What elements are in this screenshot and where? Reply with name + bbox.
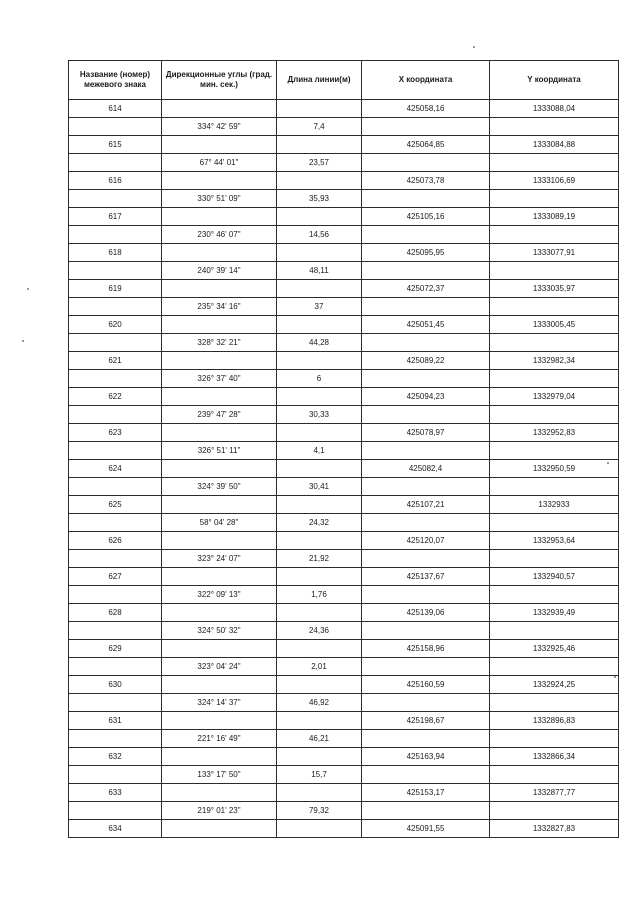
table-row — [69, 262, 619, 280]
cell-y-coordinate — [490, 550, 619, 568]
cell-line-length — [277, 712, 362, 730]
cell-direction-angle — [162, 496, 277, 514]
table-row — [69, 478, 619, 496]
cell-x-coordinate — [362, 154, 490, 172]
table-row — [69, 334, 619, 352]
cell-direction-angle: 328° 32' 21" — [162, 334, 277, 352]
scan-speck — [607, 462, 609, 464]
table-row — [69, 190, 619, 208]
cell-y-coordinate: 1333084,88 — [490, 136, 619, 154]
cell-y-coordinate: 1332950,59 — [490, 460, 619, 478]
cell-y-coordinate: 1332979,04 — [490, 388, 619, 406]
cell-direction-angle: 334° 42' 59" — [162, 118, 277, 136]
table-row — [69, 532, 619, 550]
cell-direction-angle: 221° 16' 49" — [162, 730, 277, 748]
scan-speck — [22, 340, 24, 342]
table-row — [69, 406, 619, 424]
cell-y-coordinate — [490, 190, 619, 208]
cell-line-length — [277, 496, 362, 514]
cell-x-coordinate — [362, 406, 490, 424]
cell-line-length — [277, 136, 362, 154]
cell-x-coordinate: 425064,85 — [362, 136, 490, 154]
cell-sign-name — [69, 370, 162, 388]
cell-y-coordinate: 1332925,46 — [490, 640, 619, 658]
table-row — [69, 244, 619, 262]
cell-line-length — [277, 388, 362, 406]
cell-x-coordinate: 425082,4 — [362, 460, 490, 478]
table-row — [69, 604, 619, 622]
cell-sign-name: 631 — [69, 712, 162, 730]
cell-x-coordinate: 425073,78 — [362, 172, 490, 190]
cell-direction-angle: 323° 04' 24" — [162, 658, 277, 676]
cell-line-length: 46,92 — [277, 694, 362, 712]
cell-line-length: 14,56 — [277, 226, 362, 244]
cell-y-coordinate — [490, 334, 619, 352]
cell-sign-name — [69, 226, 162, 244]
cell-line-length: 48,11 — [277, 262, 362, 280]
cell-y-coordinate: 1332877,77 — [490, 784, 619, 802]
cell-x-coordinate — [362, 262, 490, 280]
cell-sign-name: 616 — [69, 172, 162, 190]
cell-y-coordinate: 1332896,83 — [490, 712, 619, 730]
cell-direction-angle — [162, 568, 277, 586]
cell-y-coordinate: 1333089,19 — [490, 208, 619, 226]
cell-line-length — [277, 676, 362, 694]
cell-line-length — [277, 820, 362, 838]
cell-line-length — [277, 784, 362, 802]
cell-direction-angle — [162, 676, 277, 694]
cell-x-coordinate: 425120,07 — [362, 532, 490, 550]
table-row — [69, 640, 619, 658]
cell-x-coordinate: 425158,96 — [362, 640, 490, 658]
cell-direction-angle — [162, 136, 277, 154]
cell-y-coordinate: 1333035,97 — [490, 280, 619, 298]
header-line-length: Длина линии(м) — [277, 61, 362, 100]
cell-y-coordinate — [490, 766, 619, 784]
scan-speck — [614, 676, 616, 678]
cell-direction-angle: 240° 39' 14" — [162, 262, 277, 280]
cell-direction-angle — [162, 784, 277, 802]
scan-speck — [473, 46, 475, 48]
table-row — [69, 496, 619, 514]
cell-x-coordinate: 425137,67 — [362, 568, 490, 586]
cell-line-length — [277, 172, 362, 190]
cell-sign-name — [69, 658, 162, 676]
cell-y-coordinate — [490, 406, 619, 424]
cell-sign-name — [69, 190, 162, 208]
table-row — [69, 550, 619, 568]
cell-direction-angle — [162, 748, 277, 766]
cell-line-length: 35,93 — [277, 190, 362, 208]
cell-direction-angle: 219° 01' 23" — [162, 802, 277, 820]
cell-x-coordinate: 425051,45 — [362, 316, 490, 334]
cell-line-length: 24,36 — [277, 622, 362, 640]
cell-direction-angle: 235° 34' 16" — [162, 298, 277, 316]
cell-direction-angle: 323° 24' 07" — [162, 550, 277, 568]
cell-y-coordinate — [490, 802, 619, 820]
cell-sign-name: 623 — [69, 424, 162, 442]
cell-sign-name — [69, 262, 162, 280]
cell-direction-angle: 133° 17' 50" — [162, 766, 277, 784]
cell-line-length: 23,57 — [277, 154, 362, 172]
cell-y-coordinate: 1332940,57 — [490, 568, 619, 586]
cell-y-coordinate: 1332827,83 — [490, 820, 619, 838]
cell-sign-name: 629 — [69, 640, 162, 658]
cell-direction-angle — [162, 172, 277, 190]
cell-y-coordinate: 1333077,91 — [490, 244, 619, 262]
table-row — [69, 226, 619, 244]
table-row — [69, 766, 619, 784]
cell-y-coordinate: 1332953,64 — [490, 532, 619, 550]
table-header-row — [69, 61, 619, 100]
cell-line-length — [277, 100, 362, 118]
cell-x-coordinate — [362, 442, 490, 460]
cell-direction-angle — [162, 208, 277, 226]
cell-sign-name: 627 — [69, 568, 162, 586]
cell-x-coordinate: 425072,37 — [362, 280, 490, 298]
cell-direction-angle — [162, 604, 277, 622]
cell-x-coordinate: 425139,06 — [362, 604, 490, 622]
table-row — [69, 784, 619, 802]
cell-direction-angle — [162, 316, 277, 334]
cell-sign-name — [69, 694, 162, 712]
header-y-coordinate: Y координата — [490, 61, 619, 100]
cell-x-coordinate — [362, 118, 490, 136]
cell-y-coordinate — [490, 154, 619, 172]
cell-line-length: 46,21 — [277, 730, 362, 748]
cell-direction-angle — [162, 712, 277, 730]
table-row — [69, 172, 619, 190]
cell-line-length: 4,1 — [277, 442, 362, 460]
cell-direction-angle — [162, 280, 277, 298]
cell-x-coordinate — [362, 334, 490, 352]
cell-sign-name: 630 — [69, 676, 162, 694]
cell-sign-name — [69, 154, 162, 172]
cell-x-coordinate — [362, 298, 490, 316]
cell-line-length: 2,01 — [277, 658, 362, 676]
cell-direction-angle — [162, 388, 277, 406]
cell-x-coordinate: 425163,94 — [362, 748, 490, 766]
table-row — [69, 730, 619, 748]
cell-direction-angle: 326° 51' 11" — [162, 442, 277, 460]
cell-sign-name — [69, 118, 162, 136]
cell-sign-name: 619 — [69, 280, 162, 298]
cell-y-coordinate — [490, 442, 619, 460]
cell-line-length: 1,76 — [277, 586, 362, 604]
cell-sign-name: 626 — [69, 532, 162, 550]
table-row — [69, 298, 619, 316]
cell-x-coordinate — [362, 370, 490, 388]
table-row — [69, 316, 619, 334]
cell-y-coordinate — [490, 478, 619, 496]
cell-sign-name: 622 — [69, 388, 162, 406]
cell-sign-name: 615 — [69, 136, 162, 154]
cell-line-length — [277, 352, 362, 370]
cell-y-coordinate — [490, 226, 619, 244]
cell-direction-angle — [162, 640, 277, 658]
cell-sign-name: 633 — [69, 784, 162, 802]
cell-sign-name — [69, 730, 162, 748]
table-row — [69, 712, 619, 730]
table-row — [69, 658, 619, 676]
header-direction-angle: Дирекционные углы (град. мин. сек.) — [162, 61, 277, 100]
cell-x-coordinate: 425089,22 — [362, 352, 490, 370]
header-sign-name: Название (номер) межевого знака — [69, 61, 162, 100]
cell-line-length — [277, 424, 362, 442]
cell-direction-angle: 322° 09' 13" — [162, 586, 277, 604]
table-row — [69, 118, 619, 136]
cell-y-coordinate — [490, 586, 619, 604]
cell-direction-angle: 330° 51' 09" — [162, 190, 277, 208]
cell-direction-angle — [162, 352, 277, 370]
cell-direction-angle — [162, 820, 277, 838]
cell-sign-name: 618 — [69, 244, 162, 262]
cell-sign-name: 620 — [69, 316, 162, 334]
cell-direction-angle: 326° 37' 40" — [162, 370, 277, 388]
cell-x-coordinate — [362, 766, 490, 784]
table-row — [69, 154, 619, 172]
table-body — [69, 100, 619, 838]
cell-sign-name — [69, 442, 162, 460]
cell-y-coordinate: 1332939,49 — [490, 604, 619, 622]
table-row — [69, 568, 619, 586]
cell-sign-name: 634 — [69, 820, 162, 838]
cell-sign-name: 624 — [69, 460, 162, 478]
cell-y-coordinate — [490, 658, 619, 676]
cell-line-length — [277, 532, 362, 550]
cell-direction-angle: 58° 04' 28" — [162, 514, 277, 532]
cell-y-coordinate — [490, 514, 619, 532]
cell-direction-angle — [162, 244, 277, 262]
table-row — [69, 352, 619, 370]
scan-speck — [27, 288, 29, 290]
cell-x-coordinate — [362, 226, 490, 244]
table-row — [69, 460, 619, 478]
cell-sign-name — [69, 586, 162, 604]
cell-direction-angle: 67° 44' 01" — [162, 154, 277, 172]
cell-line-length: 37 — [277, 298, 362, 316]
cell-sign-name — [69, 478, 162, 496]
cell-x-coordinate: 425094,23 — [362, 388, 490, 406]
table-row — [69, 586, 619, 604]
cell-y-coordinate: 1333005,45 — [490, 316, 619, 334]
cell-line-length — [277, 640, 362, 658]
table-row — [69, 424, 619, 442]
cell-y-coordinate — [490, 370, 619, 388]
table-row — [69, 514, 619, 532]
cell-direction-angle — [162, 424, 277, 442]
cell-direction-angle: 324° 50' 32" — [162, 622, 277, 640]
cell-sign-name: 617 — [69, 208, 162, 226]
cell-x-coordinate: 425058,16 — [362, 100, 490, 118]
cell-sign-name — [69, 550, 162, 568]
cell-y-coordinate: 1333088,04 — [490, 100, 619, 118]
cell-line-length — [277, 244, 362, 262]
cell-x-coordinate: 425107,21 — [362, 496, 490, 514]
cell-x-coordinate: 425078,97 — [362, 424, 490, 442]
cell-line-length — [277, 604, 362, 622]
table-row — [69, 100, 619, 118]
cell-direction-angle: 324° 14' 37" — [162, 694, 277, 712]
cell-x-coordinate: 425095,95 — [362, 244, 490, 262]
cell-line-length: 24,32 — [277, 514, 362, 532]
cell-direction-angle: 324° 39' 50" — [162, 478, 277, 496]
cell-y-coordinate: 1332866,34 — [490, 748, 619, 766]
cell-direction-angle — [162, 460, 277, 478]
cell-x-coordinate: 425153,17 — [362, 784, 490, 802]
table-row — [69, 208, 619, 226]
cell-line-length — [277, 748, 362, 766]
cell-sign-name — [69, 622, 162, 640]
cell-line-length: 6 — [277, 370, 362, 388]
table-row — [69, 388, 619, 406]
cell-y-coordinate: 1332924,25 — [490, 676, 619, 694]
cell-x-coordinate — [362, 190, 490, 208]
table-row — [69, 676, 619, 694]
cell-line-length — [277, 208, 362, 226]
cell-sign-name: 632 — [69, 748, 162, 766]
cell-sign-name — [69, 802, 162, 820]
table-row — [69, 136, 619, 154]
cell-line-length — [277, 280, 362, 298]
cell-sign-name — [69, 298, 162, 316]
table-row — [69, 694, 619, 712]
cell-line-length: 30,33 — [277, 406, 362, 424]
cell-line-length — [277, 316, 362, 334]
cell-x-coordinate — [362, 550, 490, 568]
cell-x-coordinate — [362, 514, 490, 532]
cell-x-coordinate — [362, 802, 490, 820]
cell-sign-name: 614 — [69, 100, 162, 118]
cell-y-coordinate: 1333106,69 — [490, 172, 619, 190]
cell-y-coordinate — [490, 730, 619, 748]
cell-y-coordinate — [490, 262, 619, 280]
cell-y-coordinate: 1332933 — [490, 496, 619, 514]
cell-direction-angle: 230° 46' 07" — [162, 226, 277, 244]
table-row — [69, 748, 619, 766]
cell-x-coordinate — [362, 622, 490, 640]
cell-sign-name — [69, 514, 162, 532]
table-row — [69, 622, 619, 640]
cell-x-coordinate — [362, 730, 490, 748]
cell-sign-name: 621 — [69, 352, 162, 370]
cell-sign-name: 625 — [69, 496, 162, 514]
cell-line-length: 79,32 — [277, 802, 362, 820]
cell-direction-angle — [162, 100, 277, 118]
cell-y-coordinate: 1332982,34 — [490, 352, 619, 370]
table-row — [69, 442, 619, 460]
cell-sign-name — [69, 334, 162, 352]
cell-x-coordinate — [362, 658, 490, 676]
cell-y-coordinate — [490, 118, 619, 136]
cell-x-coordinate: 425198,67 — [362, 712, 490, 730]
cell-line-length: 44,28 — [277, 334, 362, 352]
table-row — [69, 802, 619, 820]
cell-direction-angle — [162, 532, 277, 550]
cell-y-coordinate — [490, 694, 619, 712]
coordinates-table — [68, 60, 619, 838]
cell-y-coordinate — [490, 298, 619, 316]
cell-line-length: 15,7 — [277, 766, 362, 784]
cell-x-coordinate — [362, 694, 490, 712]
cell-x-coordinate: 425160,59 — [362, 676, 490, 694]
cell-line-length: 30,41 — [277, 478, 362, 496]
cell-sign-name: 628 — [69, 604, 162, 622]
cell-y-coordinate — [490, 622, 619, 640]
cell-x-coordinate: 425091,55 — [362, 820, 490, 838]
cell-line-length: 21,92 — [277, 550, 362, 568]
table-row — [69, 820, 619, 838]
table-row — [69, 280, 619, 298]
cell-line-length — [277, 460, 362, 478]
table-row — [69, 370, 619, 388]
cell-direction-angle: 239° 47' 28" — [162, 406, 277, 424]
cell-sign-name — [69, 766, 162, 784]
cell-line-length: 7,4 — [277, 118, 362, 136]
cell-sign-name — [69, 406, 162, 424]
cell-y-coordinate: 1332952,83 — [490, 424, 619, 442]
header-x-coordinate: X координата — [362, 61, 490, 100]
cell-x-coordinate: 425105,16 — [362, 208, 490, 226]
cell-x-coordinate — [362, 478, 490, 496]
cell-x-coordinate — [362, 586, 490, 604]
cell-line-length — [277, 568, 362, 586]
